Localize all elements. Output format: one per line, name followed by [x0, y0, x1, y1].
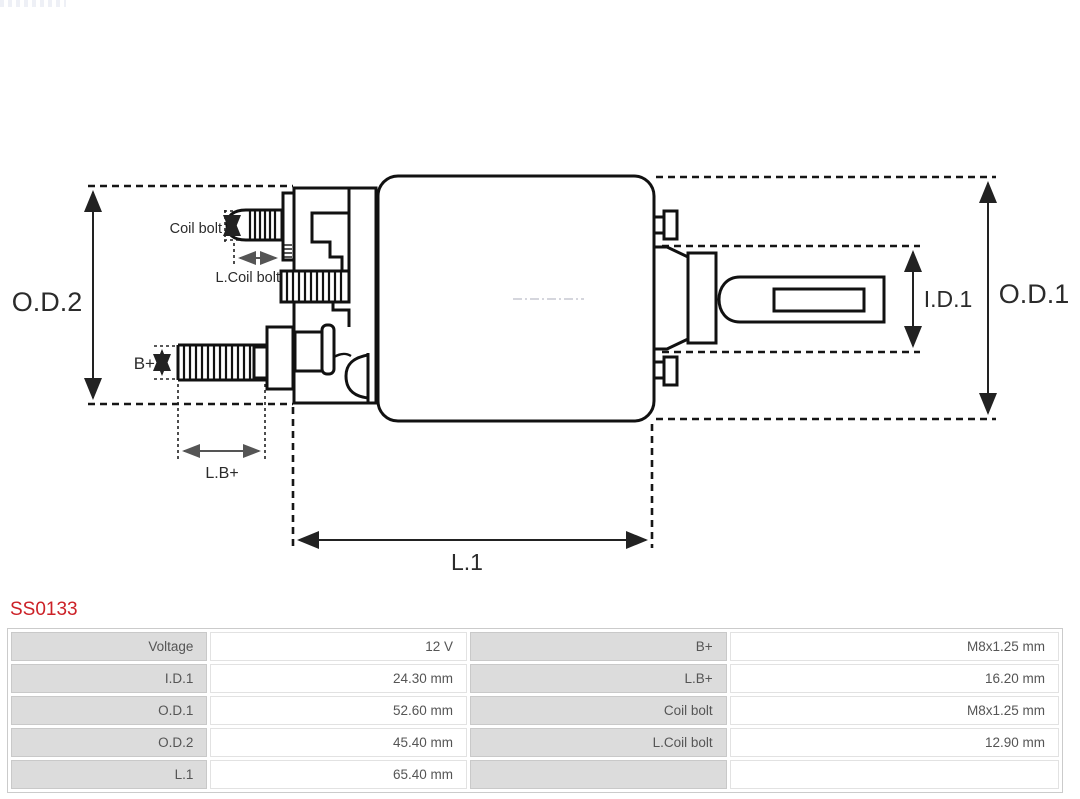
coil-thread-boss	[281, 271, 349, 302]
spec-label-cell: Coil bolt	[470, 696, 727, 725]
plunger-shaft	[719, 277, 884, 322]
dim-label-id1: I.D.1	[923, 286, 973, 312]
spec-label-cell: L.B+	[470, 664, 727, 693]
spec-row	[11, 760, 1059, 789]
collar	[654, 247, 716, 349]
dim-label-l1: L.1	[451, 549, 483, 575]
spec-value-cell: M8x1.25 mm	[730, 696, 1059, 725]
dim-label-od2: O.D.2	[11, 287, 83, 317]
spec-label-cell: B+	[470, 632, 727, 661]
spec-value-cell: 24.30 mm	[210, 664, 467, 693]
spec-value-cell: 65.40 mm	[210, 760, 467, 789]
spec-label-cell: L.1	[11, 760, 207, 789]
spec-value-cell: 52.60 mm	[210, 696, 467, 725]
spec-value-cell: 16.20 mm	[730, 664, 1059, 693]
spec-table	[7, 628, 1063, 793]
dim-label-coil-bolt: Coil bolt	[169, 221, 222, 237]
spec-value-cell: 12.90 mm	[730, 728, 1059, 757]
coil-bolt	[227, 210, 282, 240]
spec-label-cell: I.D.1	[11, 664, 207, 693]
dim-label-od1: O.D.1	[998, 279, 1070, 309]
guide-lines	[154, 210, 265, 459]
spec-label-cell: Voltage	[11, 632, 207, 661]
spec-value-cell: M8x1.25 mm	[730, 632, 1059, 661]
spec-row	[11, 664, 1059, 693]
spec-row	[11, 632, 1059, 661]
spec-row	[11, 728, 1059, 757]
spec-row	[11, 696, 1059, 725]
spec-label-cell: O.D.1	[11, 696, 207, 725]
dim-label-b-plus: B+	[133, 354, 155, 373]
spec-label-cell	[470, 760, 727, 789]
spec-value-cell	[730, 760, 1059, 789]
dim-label-l-b-plus: L.B+	[205, 465, 239, 482]
spec-label-cell: O.D.2	[11, 728, 207, 757]
dim-label-l-coil-bolt: L.Coil bolt	[215, 270, 280, 286]
spec-value-cell: 12 V	[210, 632, 467, 661]
part-code-link[interactable]: SS0133	[10, 599, 78, 620]
spec-label-cell: L.Coil bolt	[470, 728, 727, 757]
spec-value-cell: 45.40 mm	[210, 728, 467, 757]
